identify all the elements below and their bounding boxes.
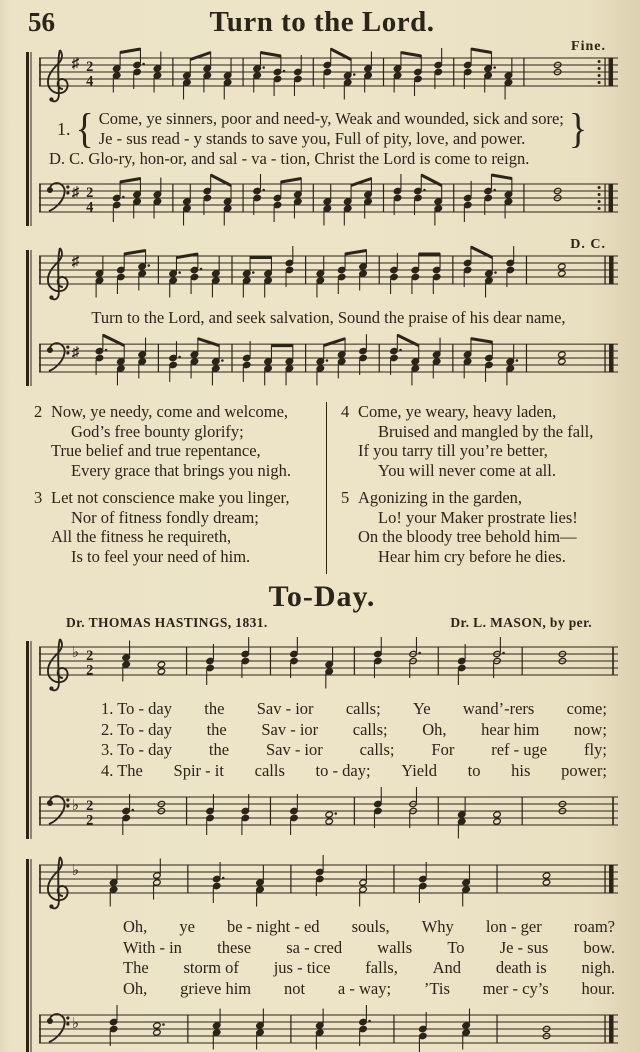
lyric-word: jus - tice <box>273 958 331 977</box>
treble-staff-2 <box>39 242 618 306</box>
bass-staff-4 <box>39 1001 618 1052</box>
verses-left-column <box>34 402 326 574</box>
lyric-word: 1. To - day <box>101 699 172 718</box>
lyric-word: calls <box>254 760 285 780</box>
verse-1-line-2: Je - sus read - y stands to save you, Full of pity, love, and power. <box>98 129 526 148</box>
lyric-word: And <box>432 958 462 977</box>
lyric-line <box>123 917 615 938</box>
lyric-word: lon - ger <box>485 917 542 936</box>
verse-line: True belief and true repentance, <box>51 441 261 460</box>
lyric-word: to - day; <box>315 760 371 780</box>
verse-line: Hear him cry before he dies. <box>378 546 566 566</box>
svg-text:♭: ♭ <box>71 797 79 815</box>
lyric-word: 4. The <box>101 760 143 780</box>
lyric-word: hear him <box>481 719 540 739</box>
bass-staff-3 <box>39 783 618 847</box>
lyric-line <box>101 740 607 761</box>
svg-text:4: 4 <box>86 73 94 90</box>
lyric-word: With - in <box>123 937 182 957</box>
verse-1-number: 1. <box>57 118 71 139</box>
lyric-line <box>101 720 607 741</box>
svg-text:2: 2 <box>86 662 94 679</box>
lyric-word: Spir - it <box>173 760 224 780</box>
svg-text:♭: ♭ <box>71 1015 79 1033</box>
lyric-word: bow. <box>583 937 615 957</box>
author-credit: Dr. THOMAS HASTINGS, 1831. <box>66 615 268 630</box>
verse-line: If you tarry till you’re better, <box>358 441 548 460</box>
verse <box>34 402 326 480</box>
lyric-word: ref - uge <box>491 740 548 759</box>
hymn2-stanza-1 <box>101 699 607 781</box>
da-capo-line: D. C. Glo-ry, hon-or, and sal - va - tion, Christ the Lord is come to reign. <box>49 149 530 168</box>
treble-staff-1-wrap <box>39 39 618 108</box>
svg-text:4: 4 <box>86 199 94 216</box>
lyric-line <box>101 699 607 720</box>
verse-line: All the fitness he requireth, <box>51 527 232 546</box>
lyric-word: now; <box>573 719 607 739</box>
lyric-word: Sav - ior <box>265 740 323 759</box>
verse-number: 5 <box>341 488 350 507</box>
lyric-word: grieve him <box>180 978 252 998</box>
verse-line: Let not conscience make you linger, <box>51 488 290 507</box>
lyric-word: mer - cy’s <box>482 978 549 998</box>
lyric-word: not <box>283 978 306 998</box>
lyric-word: storm of <box>183 958 239 977</box>
lyric-word: calls; <box>345 699 381 718</box>
treble-staff-2-wrap <box>39 237 618 306</box>
svg-text:♯: ♯ <box>71 253 80 271</box>
lyric-word: to <box>467 760 481 780</box>
hymn1-system-1 <box>26 39 618 234</box>
lyric-word: fly; <box>584 740 607 759</box>
svg-text:2: 2 <box>86 647 94 665</box>
lyric-line <box>123 958 615 979</box>
svg-text:2: 2 <box>86 58 94 76</box>
lyric-word: Yield <box>401 760 437 780</box>
fine-label: Fine. <box>571 39 606 54</box>
verse <box>34 488 326 566</box>
verse-lines <box>358 402 618 480</box>
lyric-word: Oh, <box>422 719 447 739</box>
verse-lines <box>51 488 326 566</box>
lyric-word: Ye <box>412 699 431 718</box>
lyric-word: roam? <box>573 917 615 936</box>
lyric-word: Je - sus <box>499 937 549 957</box>
lyric-line <box>123 979 615 1000</box>
svg-text:♭: ♭ <box>71 862 79 880</box>
lyric-word: calls; <box>352 719 388 739</box>
svg-text:♯: ♯ <box>71 184 80 202</box>
verse-lines <box>51 402 326 480</box>
hymn2-credits <box>66 615 592 631</box>
verse-1-lines <box>94 109 569 149</box>
lyric-line <box>123 938 615 959</box>
hymn2-stanza-2 <box>123 917 615 999</box>
page-number: 56 <box>28 7 55 37</box>
close-brace: } <box>568 105 588 153</box>
treble-staff-4 <box>39 851 618 915</box>
svg-text:2: 2 <box>86 184 94 202</box>
verse <box>341 402 618 480</box>
verse-line: Lo! your Maker prostrate lies! <box>378 507 578 527</box>
lyric-word: sa - cred <box>286 937 343 957</box>
verse-line: Now, ye needy, come and welcome, <box>51 402 289 421</box>
hymn1-system-2 <box>26 237 618 394</box>
verse-number: 3 <box>34 488 43 507</box>
verse-line: Every grace that brings you nigh. <box>71 460 291 480</box>
verse-number: 4 <box>341 402 350 421</box>
lyric-word: hour. <box>581 978 615 998</box>
lyric-word: walls <box>377 937 413 957</box>
lyric-word: come; <box>566 699 607 718</box>
lyric-word: Oh, <box>123 978 148 998</box>
lyric-word: Sav - ior <box>256 699 314 718</box>
lyric-word: Why <box>421 917 454 936</box>
verse-1-block <box>49 105 618 169</box>
svg-text:2: 2 <box>86 797 94 815</box>
hymn2-system-1 <box>26 633 618 847</box>
lyric-word: souls, <box>351 917 390 936</box>
svg-text:♭: ♭ <box>71 644 79 662</box>
bass-staff-2 <box>39 330 618 394</box>
lyric-line <box>101 761 607 782</box>
page-header <box>26 6 618 44</box>
hymn1-title: Turn to the Lord. <box>209 6 435 38</box>
verse-line: On the bloody tree behold him— <box>358 527 577 546</box>
verse-line: Nor of fitness fondly dream; <box>71 507 259 527</box>
hymn2-title: To-Day. <box>268 580 376 613</box>
lyric-word: the <box>206 719 227 739</box>
verse-line: Bruised and mangled by the fall, <box>378 421 594 441</box>
treble-staff-1 <box>39 44 618 108</box>
lyric-word: 2. To - day <box>101 719 172 739</box>
dc-label: D. C. <box>570 237 606 252</box>
lyric-word: For <box>431 740 455 759</box>
lyric-word: falls, <box>365 958 398 977</box>
verse-line: You will never come at all. <box>378 460 556 480</box>
lyric-word: Sav - ior <box>261 719 319 739</box>
lyric-word: 3. To - day <box>101 740 172 759</box>
verse-line: Is to feel your need of him. <box>71 546 251 566</box>
verse-line: Come, ye weary, heavy laden, <box>358 402 557 421</box>
composer-credit: Dr. L. MASON, by per. <box>450 615 592 630</box>
lyric-word: ye <box>179 917 195 936</box>
open-brace: { <box>75 105 94 153</box>
lyric-word: be - night - ed <box>226 917 320 936</box>
verse-number: 2 <box>34 402 43 421</box>
hymn2-system-2 <box>26 851 618 1052</box>
lyric-word: a - way; <box>337 978 392 998</box>
bass-staff-1 <box>39 170 618 234</box>
verses-right-column <box>326 402 618 574</box>
hymn1-verses <box>34 402 618 574</box>
lyric-word: his <box>511 760 531 780</box>
verse <box>341 488 618 566</box>
lyric-word: ’Tis <box>423 978 450 998</box>
verse-1-braced-lines <box>49 105 618 153</box>
lyric-word: The <box>123 958 149 977</box>
lyric-word: nigh. <box>581 958 615 977</box>
lyric-word: the <box>208 740 230 759</box>
lyric-word: power; <box>561 760 607 780</box>
verse-1-line-1: Come, ye sinners, poor and need-y, Weak and wounded, sick and sore; <box>98 109 564 128</box>
lyric-word: calls; <box>359 740 395 759</box>
svg-text:♯: ♯ <box>71 345 80 362</box>
treble-staff-3 <box>39 633 618 697</box>
lyric-word: wand’-rers <box>462 699 535 718</box>
lyric-word: death is <box>495 958 547 977</box>
verse-line: Agonizing in the garden, <box>358 488 523 507</box>
verse-line: God’s free bounty glorify; <box>71 421 244 441</box>
lyric-word: these <box>217 937 252 957</box>
verse-lines <box>358 488 618 566</box>
svg-text:♯: ♯ <box>71 55 80 73</box>
lyric-word: To <box>447 937 465 957</box>
svg-text:2: 2 <box>86 812 94 829</box>
lyric-word: the <box>204 699 225 718</box>
lyric-word: Oh, <box>123 917 148 936</box>
chorus-line: Turn to the Lord, and seek salvation, Sound the praise of his dear name, <box>91 308 566 327</box>
